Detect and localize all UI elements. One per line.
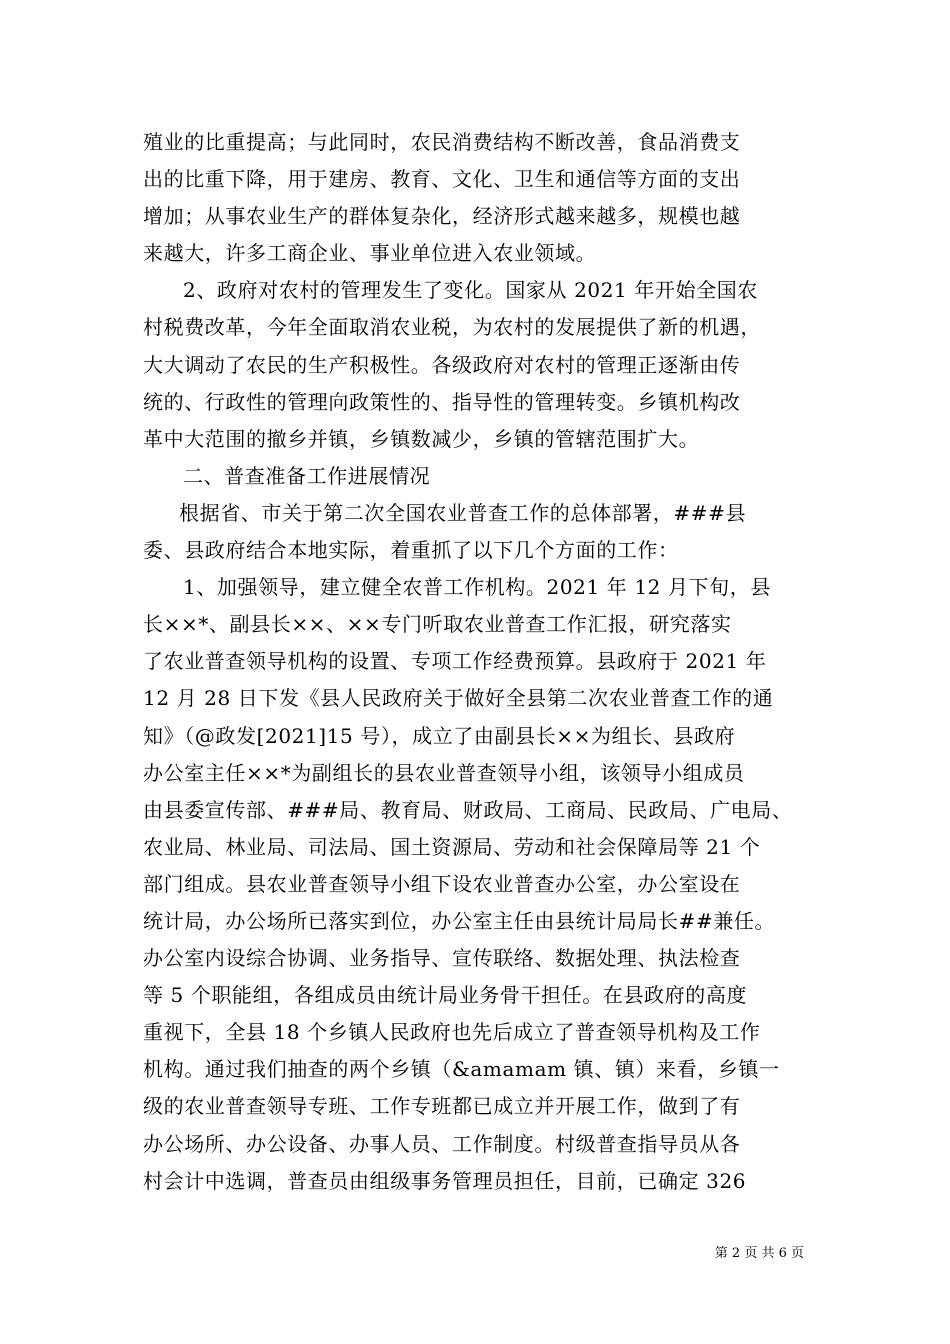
text-line-14: 长××*、副县长××、××专门听取农业普查工作汇报，研究落实 <box>143 612 732 637</box>
text-line-17: 知》（@政发[2021]15 号），成立了由副县长××为组长、县政府 <box>143 723 736 748</box>
text-line-22: 统计局，办公场所已落实到位，办公室主任由县统计局局长##兼任。 <box>143 908 776 933</box>
text-line-16: 12 月 28 日下发《县人民政府关于做好全县第二次农业普查工作的通 <box>143 686 774 711</box>
text-line-6: 村税费改革，今年全面取消农业税，为农村的发展提供了新的机遇， <box>143 315 761 340</box>
text-line-3: 增加；从事农业生产的群体复杂化，经济形式越来越多，规模也越 <box>143 204 741 229</box>
page-number: 第 2 页 共 6 页 <box>714 1246 804 1261</box>
text-line-2: 出的比重下降，用于建房、教育、文化、卫生和通信等方面的支出 <box>143 167 741 192</box>
text-line-28: 办公场所、办公设备、办事人员、工作制度。村级普查指导员从各 <box>143 1131 741 1156</box>
text-line-9: 革中大范围的撤乡并镇，乡镇数减少，乡镇的管辖范围扩大。 <box>143 426 700 451</box>
text-line-8: 统的、行政性的管理向政策性的、指导性的管理转变。乡镇机构改 <box>143 389 741 414</box>
text-line-21: 部门组成。县农业普查领导小组下设农业普查办公室，办公室设在 <box>143 871 741 896</box>
text-line-23: 办公室内设综合协调、业务指导、宣传联络、数据处理、执法检查 <box>143 946 741 971</box>
text-line-12: 委、县政府结合本地实际，着重抓了以下几个方面的工作： <box>143 538 679 563</box>
text-line-24: 等 5 个职能组，各组成员由统计局业务骨干担任。在县政府的高度 <box>143 983 748 1008</box>
text-line-19: 由县委宣传部、###局、教育局、财政局、工商局、民政局、广电局、 <box>143 797 793 822</box>
text-line-5: 2、政府对农村的管理发生了变化。国家从 2021 年开始全国农 <box>183 278 758 303</box>
text-line-18: 办公室主任××*为副组长的县农业普查领导小组，该领导小组成员 <box>143 760 745 785</box>
text-line-15: 了农业普查领导机构的设置、专项工作经费预算。县政府于 2021 年 <box>143 649 767 674</box>
text-line-7: 大大调动了农民的生产积极性。各级政府对农村的管理正逐渐由传 <box>143 352 741 377</box>
text-line-27: 级的农业普查领导专班、工作专班都已成立并开展工作，做到了有 <box>143 1094 741 1119</box>
text-line-25: 重视下，全县 18 个乡镇人民政府也先后成立了普查领导机构及工作 <box>143 1020 761 1045</box>
text-line-4: 来越大，许多工商企业、事业单位进入农业领域。 <box>143 241 597 266</box>
text-line-13: 1、加强领导，建立健全农普工作机构。2021 年 12 月下旬，县 <box>183 575 771 600</box>
text-line-26: 机构。通过我们抽查的两个乡镇（&amamam 镇、镇）来看，乡镇一 <box>143 1057 780 1082</box>
text-line-20: 农业局、林业局、司法局、国土资源局、劳动和社会保障局等 21 个 <box>143 834 761 859</box>
text-line-29: 村会计中选调，普查员由组级事务管理员担任，目前，已确定 326 <box>143 1168 747 1193</box>
text-line-1: 殖业的比重提高；与此同时，农民消费结构不断改善，食品消费支 <box>143 130 741 154</box>
section-heading: 二、普查准备工作进展情况 <box>183 463 431 488</box>
document-body <box>143 124 813 1200</box>
text-line-11: 根据省、市关于第二次全国农业普查工作的总体部署，###县 <box>179 500 747 525</box>
